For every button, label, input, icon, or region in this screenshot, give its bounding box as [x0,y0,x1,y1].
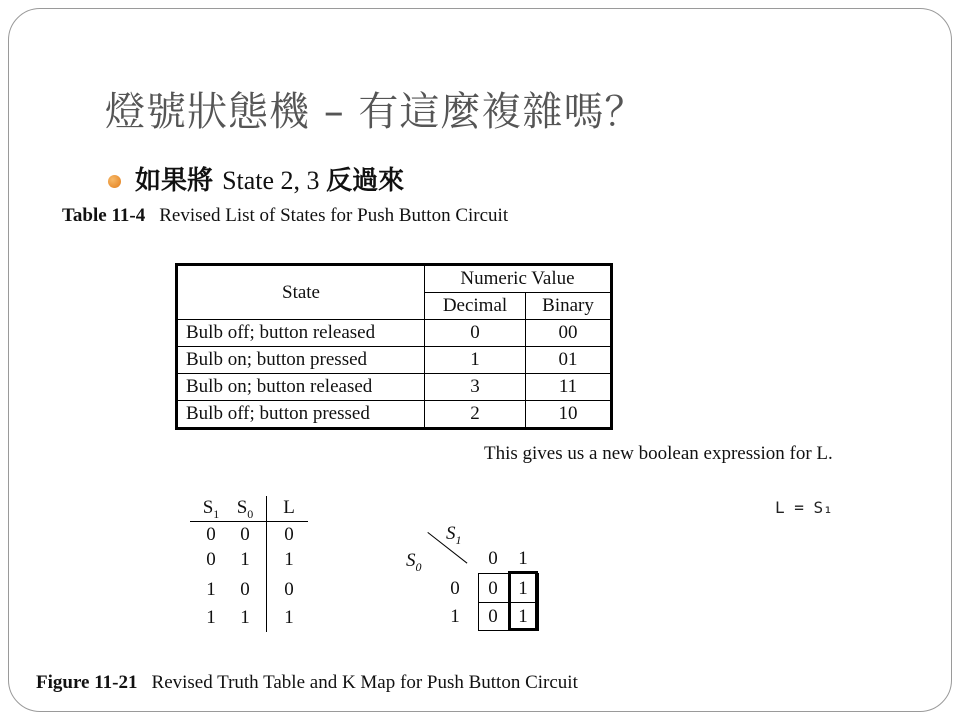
kmap-cell: 0 [488,578,498,599]
table-caption-text: Revised List of States for Push Button Circuit [159,205,509,226]
kmap-grid-line [538,573,539,631]
truth-cell: 1 [206,579,216,600]
truth-table-header-rule [190,521,308,522]
state-binary: 11 [526,374,612,401]
expression-note: This gives us a new boolean expression for L. [484,443,833,464]
header-state: State [177,265,425,320]
bullet-text-cjk-1: 如果將 [135,166,223,196]
header-numeric-value: Numeric Value [425,265,612,293]
truth-cell: 1 [284,607,294,628]
table-row [177,374,612,401]
kmap-row-header: 1 [450,606,460,627]
state-decimal: 2 [425,401,526,429]
kmap-grid-line [478,573,479,631]
kmap-column-variable: $S_1$ [446,523,462,547]
bullet-point [108,160,404,197]
boolean-expression: L = S₁ [775,498,833,517]
table-row [177,347,612,374]
table-row [177,320,612,347]
kmap-row-variable: $S_0$ [406,550,422,574]
truth-cell: 0 [240,524,250,545]
kmap-row-header: 0 [450,578,460,599]
table-caption [62,205,508,227]
kmap-col-header: 1 [518,548,528,569]
truth-header-s0: $S_0$ [236,497,254,521]
bullet-dot-icon [108,175,121,188]
state-decimal: 1 [425,347,526,374]
truth-cell: 0 [284,579,294,600]
kmap-cell: 1 [518,578,528,599]
slide-title: 燈號狀態機 – 有這麼複雜嗎？ [105,89,646,135]
truth-header-l: L [283,497,295,518]
truth-cell: 0 [284,524,294,545]
state-name: Bulb on; button pressed [177,347,425,374]
kmap-col-header: 0 [488,548,498,569]
header-decimal: Decimal [425,293,526,320]
bullet-text-latin: State 2, 3 [222,166,327,195]
figure-caption [36,672,578,694]
state-name: Bulb on; button released [177,374,425,401]
states-table [175,263,613,430]
kmap-cell: 0 [488,606,498,627]
truth-cell: 0 [206,549,216,570]
state-name: Bulb off; button released [177,320,425,347]
truth-cell: 1 [284,549,294,570]
header-binary: Binary [526,293,612,320]
truth-cell: 0 [240,579,250,600]
state-name: Bulb off; button pressed [177,401,425,429]
state-binary: 01 [526,347,612,374]
truth-cell: 1 [206,607,216,628]
table-row [177,401,612,429]
state-decimal: 3 [425,374,526,401]
kmap-cell: 1 [518,606,528,627]
figure-caption-text: Revised Truth Table and K Map for Push Button Circuit [151,672,578,693]
truth-cell: 0 [206,524,216,545]
truth-cell: 1 [240,607,250,628]
truth-table-column-rule [266,496,267,632]
figure-caption-label: Figure 11-21 [36,672,138,693]
table-caption-label: Table 11-4 [62,205,146,226]
bullet-text-cjk-2: 反過來 [326,166,405,196]
kmap-grouping-loop [508,571,538,631]
truth-header-s1: $S_1$ [202,497,220,521]
state-decimal: 0 [425,320,526,347]
state-binary: 00 [526,320,612,347]
truth-cell: 1 [240,549,250,570]
state-binary: 10 [526,401,612,429]
